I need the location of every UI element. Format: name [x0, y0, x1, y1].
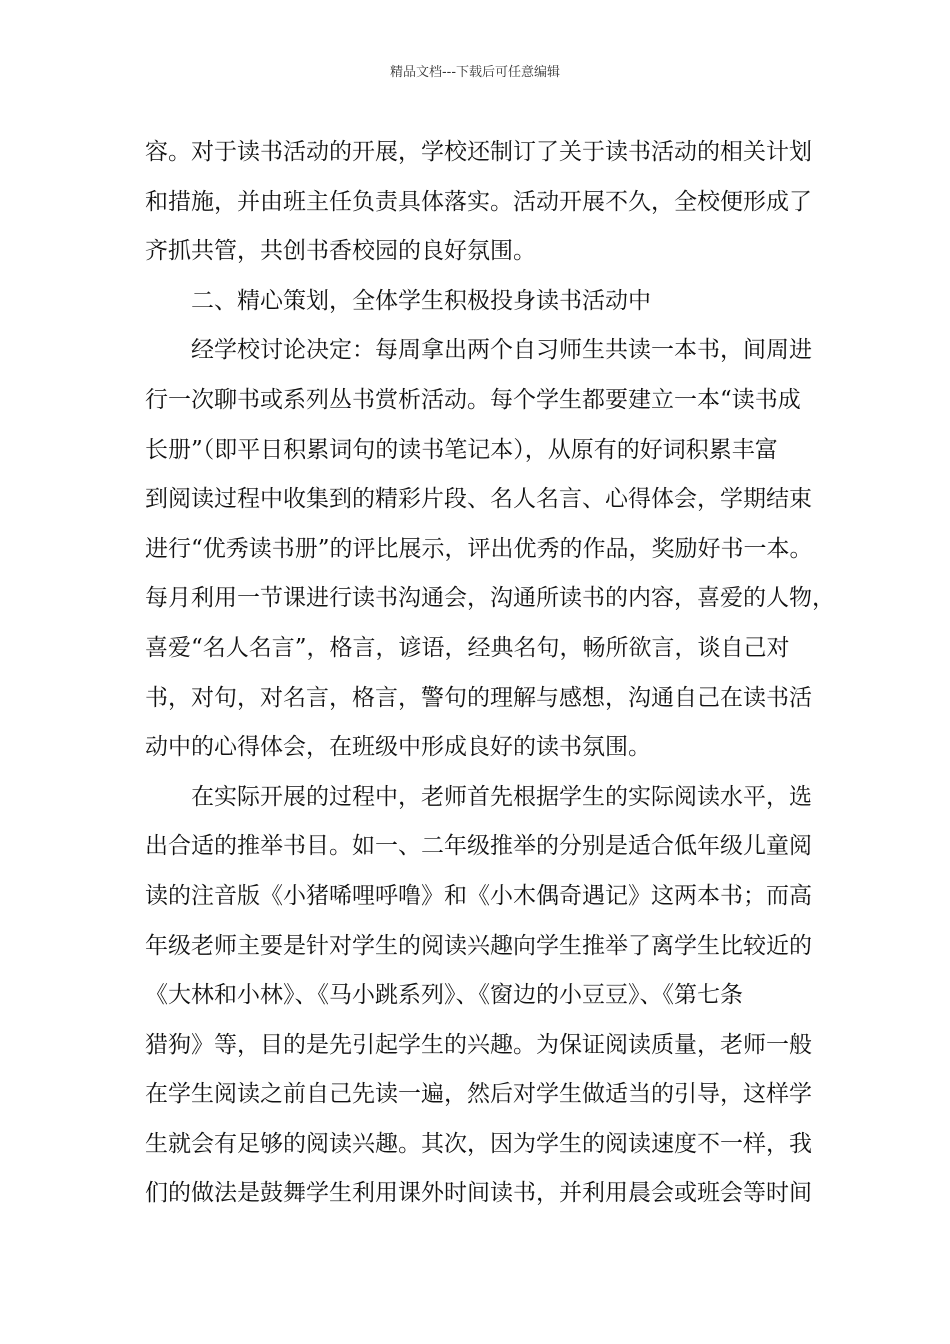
paragraph: [145, 773, 825, 1219]
heading-line: 二、精心策划，全体学生积极投身读书活动中: [191, 287, 651, 314]
text-line: 出合适的推举书目。如一、二年级推举的分别是适合低年级儿童阅: [145, 833, 812, 860]
document-body: [145, 128, 835, 1219]
text-line: 和措施，并由班主任负责具体落实。活动开展不久，全校便形成了: [145, 188, 812, 215]
text-line: 在学生阅读之前自己先读一遍，然后对学生做适当的引导，这样学: [145, 1081, 812, 1108]
paragraph: [145, 326, 835, 772]
section-heading: [145, 277, 825, 327]
text-line: 容。对于读书活动的开展，学校还制订了关于读书活动的相关计划: [145, 139, 812, 165]
text-line: 们的做法是鼓舞学生利用课外时间读书，并利用晨会或班会等时间: [145, 1180, 812, 1207]
text-line: 喜爱“名人名言”，格言，谚语，经典名句，畅所欲言，谈自己对: [145, 634, 790, 661]
text-line: 年级老师主要是针对学生的阅读兴趣向学生推举了离学生比较近的: [145, 932, 812, 959]
text-line: 经学校讨论决定：每周拿出两个自习师生共读一本书，间周进: [191, 337, 812, 364]
page-header: 精品文档---下载后可任意编辑: [389, 65, 561, 80]
text-line: 生就会有足够的阅读兴趣。其次，因为学生的阅读速度不一样，我: [145, 1130, 812, 1157]
text-line: 猎狗》等，目的是先引起学生的兴趣。为保证阅读质量，老师一般: [145, 1031, 812, 1058]
paragraph: [145, 128, 825, 277]
text-line: 行一次聊书或系列丛书赏析活动。每个学生都要建立一本“读书成: [145, 386, 801, 413]
text-line: 齐抓共管，共创书香校园的良好氛围。: [145, 238, 536, 265]
text-line: 进行“优秀读书册”的评比展示，评出优秀的作品，奖励好书一本。: [145, 535, 813, 562]
text-line: 《大林和小林》、《马小跳系列》、《窗边的小豆豆》、《第七条: [145, 982, 743, 1009]
text-line: 在实际开展的过程中，老师首先根据学生的实际阅读水平，选: [191, 783, 812, 810]
text-line: 动中的心得体会，在班级中形成良好的读书氛围。: [145, 734, 651, 761]
text-line: 读的注音版《小猪唏哩呼噜》和《小木偶奇遇记》这两本书；而高: [145, 882, 812, 909]
text-line: 长册”（即平日积累词句的读书笔记本），从原有的好词积累丰富: [145, 436, 778, 463]
text-line: 书，对句，对名言，格言，警句的理解与感想，沟通自己在读书活: [145, 684, 812, 711]
text-line: 到阅读过程中收集到的精彩片段、名人名言、心得体会，学期结束: [145, 486, 812, 513]
text-line: 每月利用一节课进行读书沟通会，沟通所读书的内容，喜爱的人物，: [145, 585, 835, 612]
